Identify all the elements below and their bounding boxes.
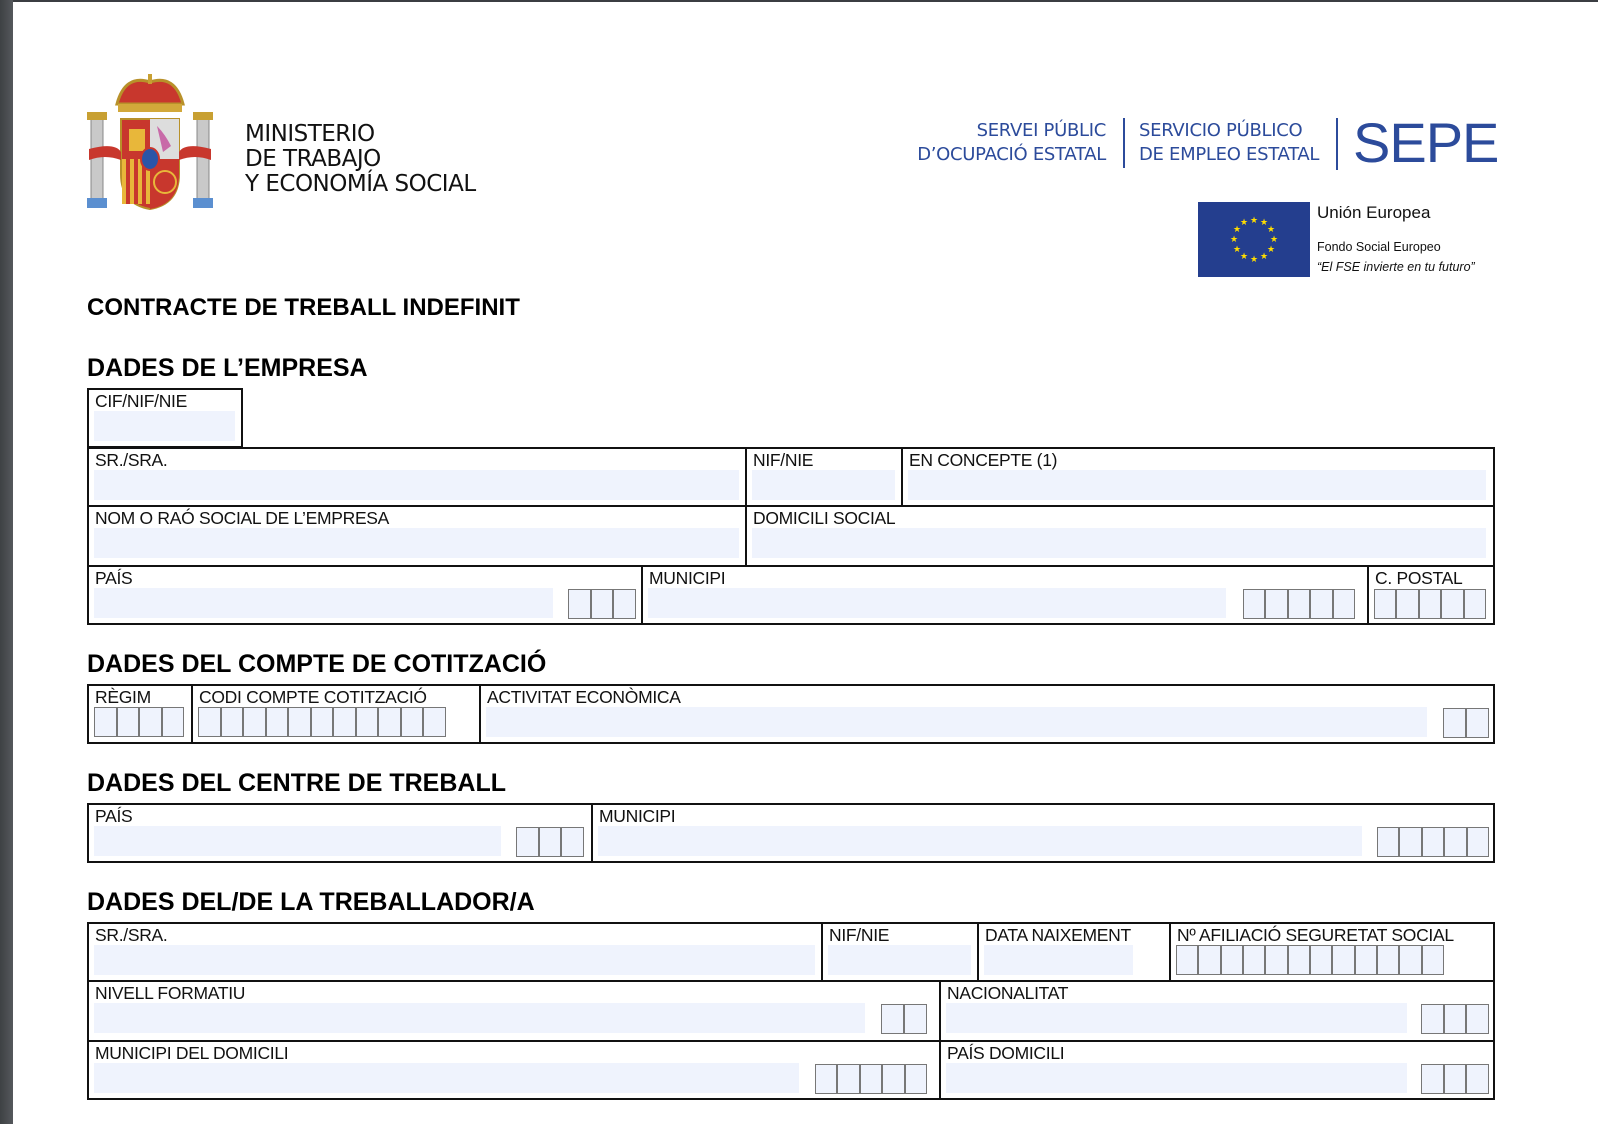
regim-cell	[87, 684, 193, 744]
eu-flag-icon	[1198, 202, 1310, 277]
svg-text:★: ★	[1249, 255, 1259, 265]
empresa-sr-label: SR./SRA.	[95, 450, 168, 470]
empresa-nif-label: NIF/NIE	[753, 450, 814, 470]
nacionalitat-input[interactable]	[946, 1003, 1407, 1033]
svg-text:★: ★	[1259, 218, 1269, 228]
codi-compte-label: CODI COMPTE COTITZACIÓ	[199, 687, 427, 707]
codi-compte-cell	[191, 684, 481, 744]
domicili-social-input[interactable]	[752, 528, 1486, 558]
treballador-nif-label: NIF/NIE	[829, 925, 890, 945]
afiliacio-cell	[1169, 922, 1495, 982]
svg-text:★: ★	[1266, 245, 1276, 255]
sepe-catalan-line-1: SERVEI PÚBLIC	[976, 120, 1106, 141]
ministry-line-1: MINISTERIO	[245, 121, 375, 147]
sepe-spanish-line-2: DE EMPLEO ESTATAL	[1139, 144, 1320, 165]
treballador-nif-input[interactable]	[828, 945, 971, 975]
cif-cell	[87, 388, 243, 448]
municipi-domicili-code-boxes[interactable]	[815, 1064, 927, 1094]
afiliacio-boxes[interactable]	[1176, 945, 1444, 975]
nom-empresa-input[interactable]	[94, 528, 739, 558]
empresa-pais-code-boxes[interactable]	[568, 589, 636, 619]
sepe-spanish-line-1: SERVICIO PÚBLICO	[1139, 120, 1303, 141]
centre-municipi-label: MUNICIPI	[599, 806, 676, 826]
domicili-social-cell	[745, 505, 1495, 567]
sepe-catalan-name	[917, 119, 1106, 167]
empresa-sr-input[interactable]	[94, 470, 739, 500]
viewer-left-gutter	[0, 0, 13, 1124]
activitat-label: ACTIVITAT ECONÒMICA	[487, 687, 681, 707]
centre-municipi-cell	[591, 803, 1495, 863]
svg-text:★: ★	[1259, 252, 1269, 262]
section-title-cotitzacio: DADES DEL COMPTE DE COTITZACIÓ	[87, 650, 547, 678]
empresa-municipi-code-boxes[interactable]	[1243, 589, 1355, 619]
pais-domicili-code-boxes[interactable]	[1421, 1064, 1489, 1094]
treballador-sr-label: SR./SRA.	[95, 925, 168, 945]
empresa-pais-input[interactable]	[94, 588, 553, 618]
ministry-name	[245, 122, 476, 197]
svg-text:★: ★	[1229, 235, 1239, 245]
nacionalitat-cell	[939, 980, 1495, 1042]
section-title-treballador: DADES DEL/DE LA TREBALLADOR/A	[87, 888, 535, 916]
naixement-input[interactable]	[984, 945, 1133, 975]
nacionalitat-code-boxes[interactable]	[1421, 1004, 1489, 1034]
eu-fund: Fondo Social Europeo	[1317, 240, 1441, 254]
concepte-label: EN CONCEPTE (1)	[909, 450, 1058, 470]
centre-pais-code-boxes[interactable]	[516, 827, 584, 857]
treballador-nif-cell	[821, 922, 979, 982]
sepe-spanish-name	[1139, 119, 1319, 167]
empresa-municipi-cell	[641, 565, 1369, 625]
municipi-domicili-input[interactable]	[94, 1063, 799, 1093]
regim-label: RÈGIM	[95, 687, 151, 707]
pais-domicili-label: PAÍS DOMICILI	[947, 1043, 1065, 1063]
afiliacio-label: Nº AFILIACIÓ SEGURETAT SOCIAL	[1177, 925, 1454, 945]
svg-text:★: ★	[1232, 225, 1242, 235]
treballador-sr-cell	[87, 922, 823, 982]
coat-of-arms-icon	[85, 74, 215, 214]
eu-title: Unión Europea	[1317, 203, 1431, 222]
naixement-cell	[977, 922, 1171, 982]
activitat-code-boxes[interactable]	[1443, 708, 1489, 738]
empresa-sr-cell	[87, 447, 747, 507]
empresa-pais-label: PAÍS	[95, 568, 133, 588]
cpostal-boxes[interactable]	[1374, 589, 1486, 619]
concepte-cell	[901, 447, 1495, 507]
document-title: CONTRACTE DE TREBALL INDEFINIT	[87, 294, 520, 321]
empresa-nif-cell	[745, 447, 903, 507]
nivell-formatiu-input[interactable]	[94, 1003, 865, 1033]
centre-municipi-input[interactable]	[598, 826, 1362, 856]
empresa-municipi-label: MUNICIPI	[649, 568, 726, 588]
svg-text:★: ★	[1232, 245, 1242, 255]
centre-pais-input[interactable]	[94, 826, 501, 856]
empresa-pais-cell	[87, 565, 643, 625]
cpostal-label: C. POSTAL	[1375, 568, 1463, 588]
nom-empresa-label: NOM O RAÓ SOCIAL DE L’EMPRESA	[95, 508, 390, 528]
nivell-formatiu-code-boxes[interactable]	[881, 1004, 927, 1034]
nivell-formatiu-cell	[87, 980, 941, 1042]
naixement-label: DATA NAIXEMENT	[985, 925, 1131, 945]
municipi-domicili-cell	[87, 1040, 941, 1100]
pais-domicili-input[interactable]	[946, 1063, 1407, 1093]
activitat-input[interactable]	[486, 707, 1427, 737]
nom-empresa-cell	[87, 505, 747, 567]
section-title-empresa: DADES DE L’EMPRESA	[87, 354, 368, 382]
divider	[1123, 118, 1125, 168]
cpostal-cell	[1367, 565, 1495, 625]
ministry-line-2: DE TRABAJO	[245, 146, 381, 172]
svg-text:★: ★	[1269, 235, 1279, 245]
cif-label: CIF/NIF/NIE	[95, 391, 187, 411]
svg-text:★: ★	[1249, 216, 1259, 226]
section-title-centre: DADES DEL CENTRE DE TREBALL	[87, 769, 507, 797]
empresa-nif-input[interactable]	[752, 470, 895, 500]
ministry-line-3: Y ECONOMÍA SOCIAL	[245, 171, 476, 197]
empresa-municipi-input[interactable]	[648, 588, 1226, 618]
divider	[1336, 118, 1338, 170]
eu-quote: “El FSE invierte en tu futuro”	[1317, 260, 1475, 274]
codi-compte-boxes[interactable]	[198, 707, 446, 737]
centre-pais-label: PAÍS	[95, 806, 133, 826]
sepe-catalan-line-2: D’OCUPACIÓ ESTATAL	[917, 144, 1106, 165]
centre-pais-cell	[87, 803, 593, 863]
document-page	[13, 2, 1598, 1124]
centre-municipi-code-boxes[interactable]	[1377, 827, 1489, 857]
activitat-cell	[479, 684, 1495, 744]
treballador-sr-input[interactable]	[94, 945, 815, 975]
municipi-domicili-label: MUNICIPI DEL DOMICILI	[95, 1043, 289, 1063]
nacionalitat-label: NACIONALITAT	[947, 983, 1069, 1003]
pais-domicili-cell	[939, 1040, 1495, 1100]
sepe-logo: SEPE	[1353, 111, 1499, 174]
svg-text:★: ★	[1239, 252, 1249, 262]
svg-text:★: ★	[1266, 225, 1276, 235]
regim-boxes[interactable]	[94, 707, 184, 737]
svg-text:★: ★	[1239, 218, 1249, 228]
domicili-social-label: DOMICILI SOCIAL	[753, 508, 896, 528]
concepte-input[interactable]	[908, 470, 1486, 500]
cif-input[interactable]	[94, 411, 235, 441]
nivell-formatiu-label: NIVELL FORMATIU	[95, 983, 246, 1003]
